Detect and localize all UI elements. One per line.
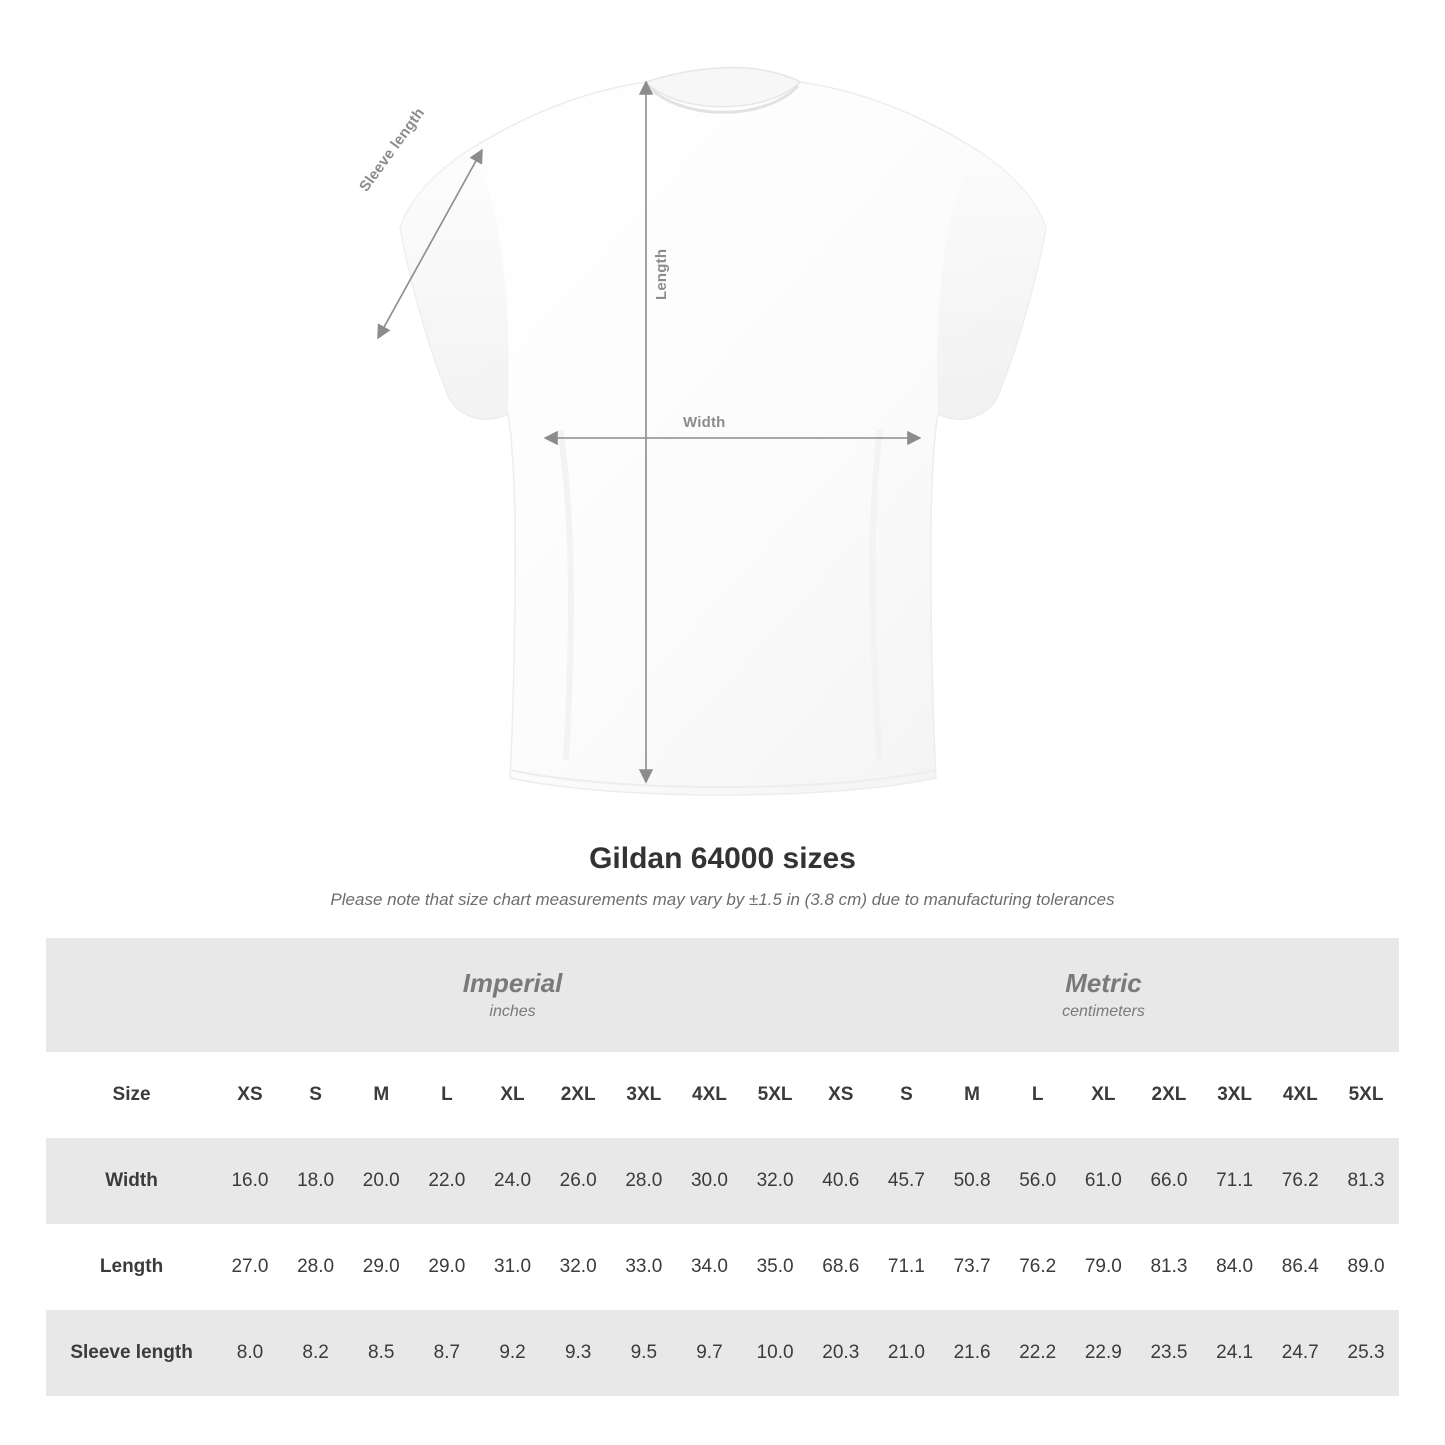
measurement-cell: 24.1 [1202, 1310, 1268, 1396]
size-header-cell: XL [480, 1052, 546, 1138]
unit-header-imperial-name: Imperial [462, 967, 563, 998]
size-header-cell: XL [1071, 1052, 1137, 1138]
measurement-cell: 34.0 [677, 1224, 743, 1310]
measurement-cell: 76.2 [1267, 1138, 1333, 1224]
unit-header-metric-sub: centimeters [1062, 1003, 1145, 1021]
table-row [46, 1310, 1399, 1396]
size-header-cell: 4XL [677, 1052, 743, 1138]
measurement-cell: 16.0 [217, 1138, 283, 1224]
measurement-cell: 68.6 [808, 1224, 874, 1310]
measurement-cell: 24.7 [1267, 1310, 1333, 1396]
measurement-cell: 31.0 [480, 1224, 546, 1310]
measurement-cell: 81.3 [1136, 1224, 1202, 1310]
measurement-cell: 10.0 [742, 1310, 808, 1396]
measurement-cell: 20.3 [808, 1310, 874, 1396]
width-label: Width [683, 414, 726, 431]
measurement-cell: 30.0 [677, 1138, 743, 1224]
measurement-cell: 73.7 [939, 1224, 1005, 1310]
size-header-cell: 5XL [1333, 1052, 1399, 1138]
title-block [0, 842, 1445, 910]
measurement-cell: 79.0 [1071, 1224, 1137, 1310]
measurement-cell: 76.2 [1005, 1224, 1071, 1310]
size-header-cell: L [414, 1052, 480, 1138]
sleeve-length-label: Sleeve length [356, 104, 429, 195]
size-header-cell: 3XL [1202, 1052, 1268, 1138]
measurement-cell: 81.3 [1333, 1138, 1399, 1224]
measurement-cell: 33.0 [611, 1224, 677, 1310]
measurement-cell: 23.5 [1136, 1310, 1202, 1396]
measurement-cell: 40.6 [808, 1138, 874, 1224]
table-row [46, 1138, 1399, 1224]
size-header-cell: S [283, 1052, 349, 1138]
size-header-cell: M [939, 1052, 1005, 1138]
measurement-cell: 50.8 [939, 1138, 1005, 1224]
measurement-cell: 22.2 [1005, 1310, 1071, 1396]
unit-header-metric-name: Metric [1065, 967, 1142, 998]
unit-header-spacer [46, 938, 217, 1052]
measurement-cell: 66.0 [1136, 1138, 1202, 1224]
size-header-cell: 3XL [611, 1052, 677, 1138]
measurement-cell: 26.0 [545, 1138, 611, 1224]
measurement-cell: 29.0 [414, 1224, 480, 1310]
measurement-cell: 21.6 [939, 1310, 1005, 1396]
row-label: Length [46, 1224, 217, 1310]
measurement-cell: 84.0 [1202, 1224, 1268, 1310]
measurement-cell: 8.2 [283, 1310, 349, 1396]
size-header-cell: XS [808, 1052, 874, 1138]
measurement-cell: 8.0 [217, 1310, 283, 1396]
size-header-cell: L [1005, 1052, 1071, 1138]
measurement-cell: 22.0 [414, 1138, 480, 1224]
size-header-cell: 2XL [545, 1052, 611, 1138]
measurement-cell: 61.0 [1071, 1138, 1137, 1224]
row-label: Sleeve length [46, 1310, 217, 1396]
measurement-cell: 32.0 [742, 1138, 808, 1224]
size-header-cell: 2XL [1136, 1052, 1202, 1138]
page-title: Gildan 64000 sizes [589, 842, 856, 875]
measurement-cell: 9.5 [611, 1310, 677, 1396]
measurement-cell: 56.0 [1005, 1138, 1071, 1224]
size-header-cell: M [348, 1052, 414, 1138]
shirt-body-shape [400, 68, 1046, 795]
size-header-cell: 5XL [742, 1052, 808, 1138]
measurement-cell: 71.1 [874, 1224, 940, 1310]
unit-header-metric [808, 938, 1399, 1052]
size-header-row [46, 1052, 1399, 1138]
measurement-cell: 29.0 [348, 1224, 414, 1310]
size-header-cell: S [874, 1052, 940, 1138]
unit-header-row [46, 938, 1399, 1052]
size-header-cell: 4XL [1267, 1052, 1333, 1138]
measurement-cell: 18.0 [283, 1138, 349, 1224]
measurement-cell: 86.4 [1267, 1224, 1333, 1310]
measurement-cell: 28.0 [283, 1224, 349, 1310]
measurement-cell: 22.9 [1071, 1310, 1137, 1396]
unit-header-imperial-sub: inches [489, 1003, 536, 1021]
size-chart-table [46, 938, 1399, 1396]
measurement-cell: 24.0 [480, 1138, 546, 1224]
measurement-cell: 25.3 [1333, 1310, 1399, 1396]
measurement-cell: 8.7 [414, 1310, 480, 1396]
measurement-cell: 71.1 [1202, 1138, 1268, 1224]
measurement-cell: 20.0 [348, 1138, 414, 1224]
measurement-cell: 32.0 [545, 1224, 611, 1310]
size-header-cell: XS [217, 1052, 283, 1138]
unit-header-imperial [217, 938, 808, 1052]
measurement-cell: 9.3 [545, 1310, 611, 1396]
measurement-cell: 9.2 [480, 1310, 546, 1396]
measurement-cell: 28.0 [611, 1138, 677, 1224]
measurement-cell: 27.0 [217, 1224, 283, 1310]
measurement-cell: 89.0 [1333, 1224, 1399, 1310]
measurement-cell: 35.0 [742, 1224, 808, 1310]
size-chart-table-wrap [46, 938, 1399, 1396]
measurement-cell: 45.7 [874, 1138, 940, 1224]
row-label: Width [46, 1138, 217, 1224]
measurement-cell: 9.7 [677, 1310, 743, 1396]
size-row-label: Size [46, 1052, 217, 1138]
measurement-tolerance-note: Please note that size chart measurements may vary by ±1.5 in (3.8 cm) due to manufacturing tolerances [330, 890, 1115, 909]
length-label: Length [653, 248, 670, 300]
measurement-cell: 21.0 [874, 1310, 940, 1396]
measurement-cell: 8.5 [348, 1310, 414, 1396]
table-row [46, 1224, 1399, 1310]
